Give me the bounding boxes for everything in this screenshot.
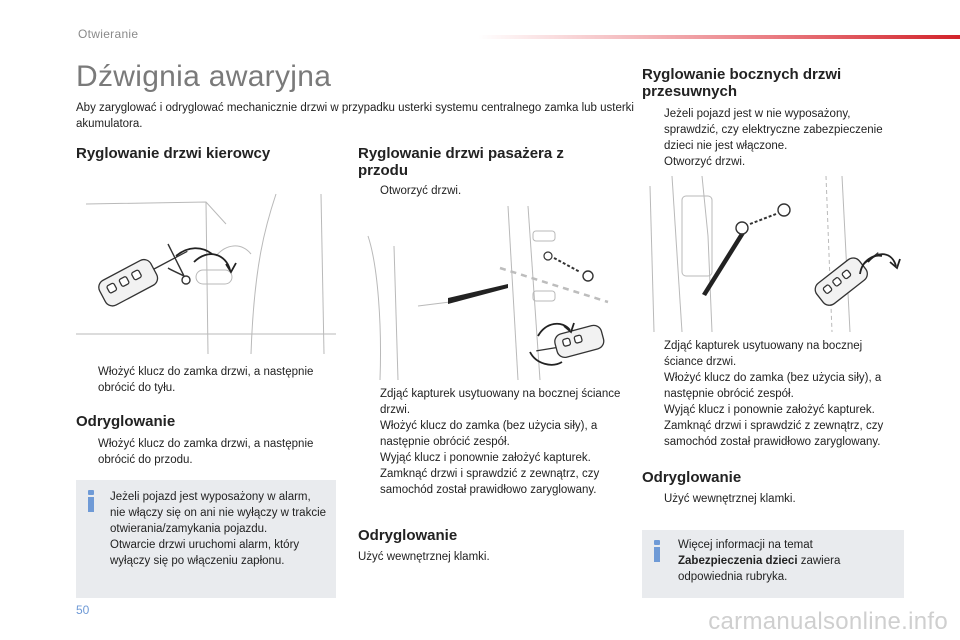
list-item (76, 436, 336, 468)
info-icon (652, 540, 662, 562)
passenger-door-heading: Ryglowanie drzwi pasażera z przodu (358, 145, 564, 179)
step-text: Włożyć klucz do zamka drzwi, a następnie obrócić do przodu. (98, 438, 314, 466)
driver-door-illustration (76, 184, 336, 356)
list-item (642, 154, 904, 170)
list-item (358, 386, 622, 418)
step-text: Otworzyć drzwi. (380, 185, 462, 197)
passenger-open-steps (358, 183, 618, 199)
list-item (358, 466, 622, 498)
list-item (642, 402, 904, 418)
sliding-door-key-drawing (642, 176, 904, 332)
passenger-door-key-drawing (358, 206, 618, 380)
child-lock-link-text: Zabezpieczenia dzieci (678, 555, 798, 567)
step-text: Zdjąć kapturek usytuowany na bocznej ściance drzwi. (380, 388, 621, 416)
info-icon (86, 490, 96, 512)
list-item (642, 418, 904, 450)
list-item (76, 364, 336, 396)
page-title: Dźwignia awaryjna (76, 60, 332, 93)
list-item (642, 106, 904, 154)
driver-unlock-heading: Odryglowanie (76, 413, 176, 430)
child-lock-info-box (642, 530, 904, 598)
driver-door-heading: Ryglowanie drzwi kierowcy (76, 145, 271, 162)
sliding-unlock-steps (642, 491, 904, 507)
intro-text: Aby zaryglować i odryglować mechanicznie drzwi w przypadku usterki systemu centralnego zamka lub usterki akumulatora. (76, 102, 634, 130)
sliding-door-heading: Ryglowanie bocznych drzwi przesuwnych (642, 66, 842, 100)
header-accent-bar (478, 35, 960, 39)
alarm-info-text: Jeżeli pojazd jest wyposażony w alarm, nie włączy się on ani nie wyłączy w trakcie otwierania/zamykania pojazdu. Otwarcie drzwi uruchomi alarm, który wyłączy się po włączeniu zapłonu. (110, 491, 327, 567)
step-text: Włożyć klucz do zamka (bez użycia siły), a następnie obrócić zespół. (664, 372, 882, 400)
sliding-lock-steps (642, 338, 904, 450)
list-item (642, 491, 904, 507)
section-label: Otwieranie (78, 27, 139, 41)
sliding-open-steps (642, 106, 904, 170)
child-lock-info-text (678, 537, 896, 585)
alarm-info-box (76, 480, 336, 598)
driver-door-key-drawing (76, 184, 336, 356)
info-text-tail: zawiera odpowiednia rubryka. (678, 555, 841, 583)
sliding-door-illustration (642, 176, 904, 332)
watermark: carmanualsonline.info (708, 608, 948, 635)
passenger-unlock-text: Użyć wewnętrznej klamki. (358, 551, 490, 563)
passenger-lock-steps (358, 386, 622, 498)
list-item (358, 418, 622, 450)
list-item (642, 338, 904, 370)
driver-unlock-steps (76, 436, 336, 468)
passenger-door-illustration (358, 206, 618, 380)
step-text: Zdjąć kapturek usytuowany na bocznej ściance drzwi. (664, 340, 863, 368)
info-text-lead: Więcej informacji na temat (678, 539, 813, 551)
driver-lock-steps (76, 364, 336, 396)
step-text: Jeżeli pojazd jest w nie wyposażony, sprawdzić, czy elektryczne zabezpieczenie dzieci nie jest włączone. (664, 108, 883, 152)
step-text: Zamknąć drzwi i sprawdzić z zewnątrz, czy samochód został prawidłowo zaryglowany. (380, 468, 600, 496)
list-item (358, 450, 622, 466)
step-text: Wyjąć klucz i ponownie założyć kapturek. (664, 404, 875, 416)
step-text: Włożyć klucz do zamka drzwi, a następnie obrócić do tyłu. (98, 366, 314, 394)
step-text: Włożyć klucz do zamka (bez użycia siły), a następnie obrócić zespół. (380, 420, 598, 448)
step-text: Wyjąć klucz i ponownie założyć kapturek. (380, 452, 591, 464)
step-text: Otworzyć drzwi. (664, 156, 746, 168)
sliding-unlock-heading: Odryglowanie (642, 469, 742, 486)
page-number: 50 (76, 603, 90, 617)
step-text: Użyć wewnętrznej klamki. (664, 493, 796, 505)
list-item (642, 370, 904, 402)
passenger-unlock-heading: Odryglowanie (358, 527, 458, 544)
step-text: Zamknąć drzwi i sprawdzić z zewnątrz, czy samochód został prawidłowo zaryglowany. (664, 420, 884, 448)
list-item (358, 183, 618, 199)
